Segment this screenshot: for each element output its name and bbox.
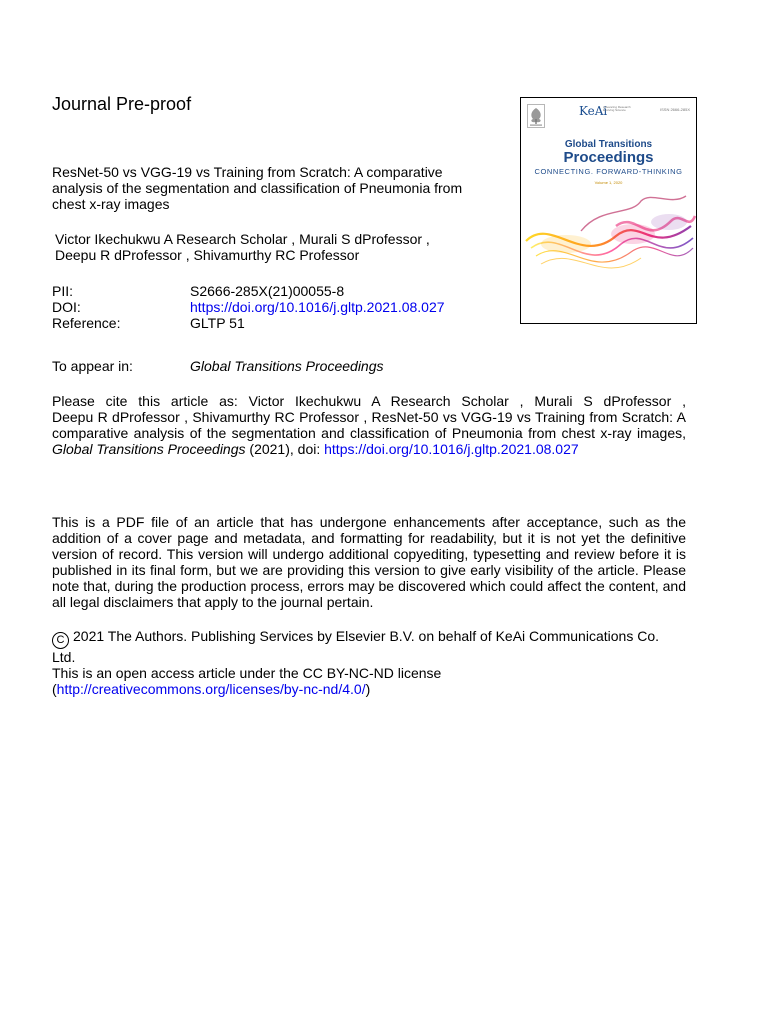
journal-pre-proof-heading: Journal Pre-proof [52,94,192,114]
license-link[interactable]: http://creativecommons.org/licenses/by-nc-nd/4.0/ [56,681,366,697]
article-title: ResNet-50 vs VGG-19 vs Training from Scratch: A comparative analysis of the segmentation and classification of Pneumonia from chest x-ray images [52,164,463,212]
to-appear-label: To appear in: [52,358,133,374]
cover-volume: Volume 1, 2020 [594,180,623,185]
reference-value: GLTP 51 [190,315,245,331]
copyright-icon: C [52,632,69,649]
keai-subtitle: Advancing Research Evolving Science [603,105,631,112]
journal-cover-image [520,97,697,324]
citation-journal: Global Transitions Proceedings [52,441,246,457]
cover-title-line-2: Proceedings [563,149,654,166]
elsevier-tree-logo-icon [527,104,545,128]
article-metadata [52,283,445,331]
cover-tagline: CONNECTING. FORWARD-THINKING [534,167,683,176]
reference-row [52,315,445,331]
pre-proof-notice: This is a PDF file of an article that has undergone enhancements after acceptance, such as the addition of a cover page and metadata, and formatting for readability, but it is not yet the definitive version of record. This version will undergo additional copyediting, typesetting and review before it is published in its final form, but we are providing this version to give early visibility of the article. Please note that, during the production process, errors may be discovered which could affect the content, and all legal disclaimers that apply to the journal pertain. [52,514,686,610]
pii-value: S2666-285X(21)00055-8 [190,283,345,299]
pii-row [52,283,445,299]
journal-name: Global Transitions Proceedings [190,358,384,374]
license-block [52,628,686,697]
cover-smoke-art [521,186,696,296]
citation-text: Deepu R dProfessor , Shivamurthy RC Professor , ResNet-50 vs VGG-19 vs Training from Scratch: A comparative analysis of the segmentation and classification of Pneumonia from chest x-ray images, [52,409,686,441]
license-url-line [52,681,686,697]
paren-close: ) [365,681,371,697]
to-appear-in [52,358,384,374]
doi-row [52,299,445,315]
doi-label: DOI: [52,299,81,315]
citation-first-line: Please cite this article as: Victor Ikechukwu A Research Scholar , Murali S dProfessor , [52,393,686,409]
reference-label: Reference: [52,315,121,331]
cover-title-line-1: Global Transitions [564,139,653,150]
citation-block [52,393,686,457]
open-access-line: This is an open access article under the CC BY-NC-ND license [52,665,442,681]
citation-year-doi: (2021), doi: [245,441,325,457]
cover-issn: ISSN 2666-285X [660,107,691,112]
paren-open: ( [52,681,57,697]
author-line-1: Victor Ikechukwu A Research Scholar , Murali S dProfessor , [55,231,430,247]
pii-label: PII: [52,283,74,299]
citation-doi-link[interactable]: https://doi.org/10.1016/j.gltp.2021.08.027 [324,441,579,457]
copyright-line [52,628,686,665]
citation-body [52,409,686,457]
author-list [55,231,430,263]
copyright-text: 2021 The Authors. Publishing Services by Elsevier B.V. on behalf of KeAi Communications Co. Ltd. [52,628,659,665]
keai-logo: KeAi [579,104,608,118]
author-line-2: Deepu R dProfessor , Shivamurthy RC Professor [55,247,360,263]
doi-link[interactable]: https://doi.org/10.1016/j.gltp.2021.08.027 [190,299,445,315]
